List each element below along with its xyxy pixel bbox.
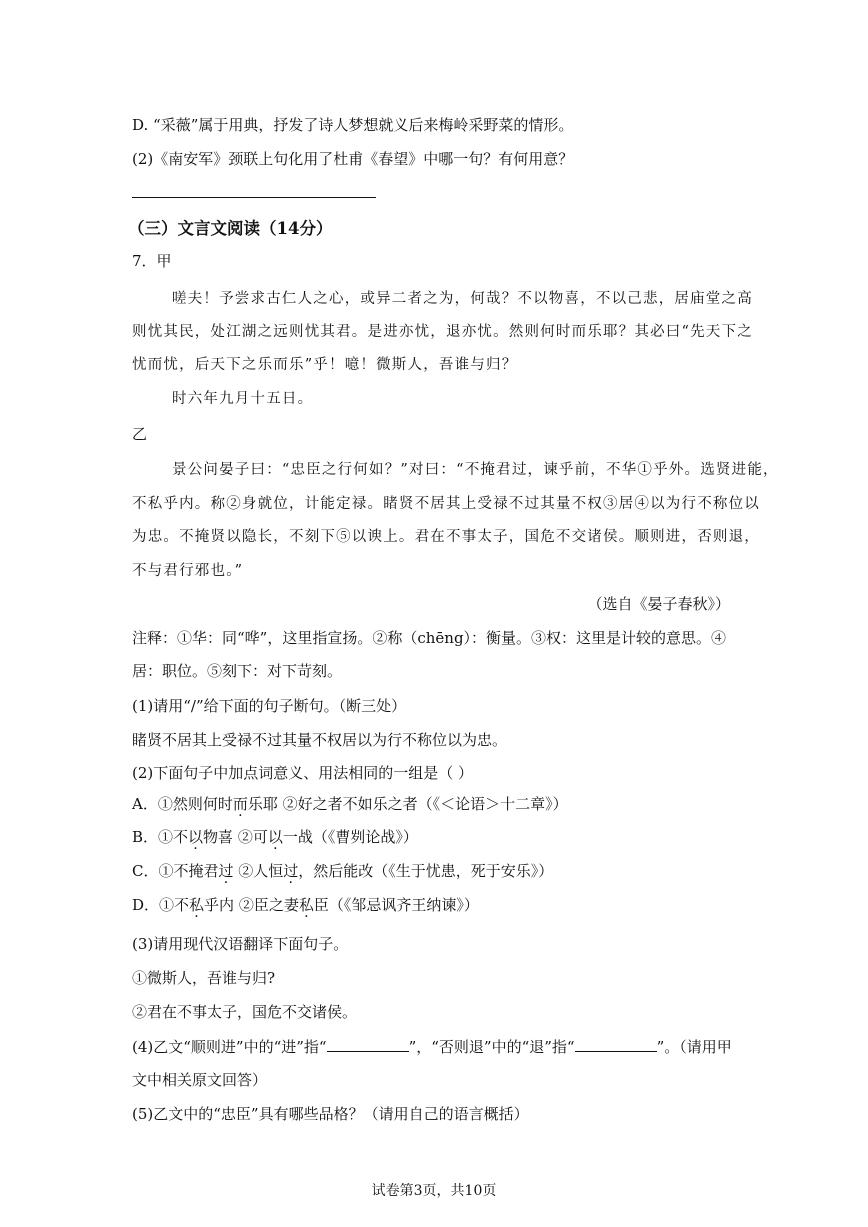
option-a-dotted-char: 而 — [232, 795, 248, 813]
option-d-dotted-char-1: 私 — [189, 896, 205, 914]
sub-4-text-2: ”，“否则退”中的“退”指“ — [408, 1038, 575, 1056]
sub-4-text-1: (4)乙文“顺则进”中的“进”指“ — [132, 1038, 327, 1056]
yi-label: 乙 — [132, 425, 148, 443]
option-c-text-2: ②人恒 — [233, 862, 284, 880]
yi-text-line-1: 景公问晏子曰：“忠臣之行何如？”对曰：“不掩君过，谏乎前，不华①乎外。选贤进能， — [172, 462, 779, 478]
sub-4-blank-2[interactable] — [575, 1037, 657, 1052]
q7-sub-3-item-1: ①微斯人，吾谁与归? — [132, 969, 276, 987]
page-footer: 试卷第3页，共10页 — [371, 1183, 497, 1199]
q7-sub-4-line-2: 文中相关原文回答） — [132, 1071, 268, 1089]
answer-line — [132, 197, 376, 198]
yi-text-line-2: 不私乎内。称②身就位，计能定禄。睹贤不居其上受禄不过其量不权③居④以为行不称位以 — [132, 496, 760, 512]
q7-sub-2-option-a — [132, 793, 568, 814]
q7-sub-4 — [132, 1036, 732, 1057]
yi-source: （选自《晏子春秋》） — [587, 595, 730, 613]
yi-text-line-3: 为忠。不掩贤以隐长，不刻下⑤以谀上。君在不事太子，国危不交诸侯。顺则进，否则退， — [132, 529, 760, 545]
jia-text-line-3: 忧而忧，后天下之乐而乐”乎！噫！微斯人，吾谁与归？ — [132, 357, 518, 373]
q7-label: 7．甲 — [132, 252, 172, 270]
option-b-dotted-char-1: 以 — [188, 828, 204, 846]
jia-text-line-2: 则忧其民，处江湖之远则忧其君。是进亦忧，退亦忧。然则何时而乐耶？其必曰“先天下之 — [132, 324, 753, 340]
option-c-dotted-char-1: 过 — [218, 862, 234, 880]
option-c-dotted-char-2: 过 — [283, 862, 299, 880]
option-b-text-3: 一战（《曹刿论战》） — [282, 828, 418, 846]
option-d-dotted-char-2: 私 — [298, 896, 314, 914]
option-d-text-1: D．①不 — [132, 896, 190, 914]
option-b-text-2: 物喜 ②可 — [203, 828, 268, 846]
option-a-text-1: A．①然则何时 — [132, 795, 233, 813]
notes-line-1: 注释：①华：同“哗”，这里指宣扬。②称（chēng）：衡量。③权：这里是计较的意思。④ — [132, 629, 727, 647]
sub-4-blank-1[interactable] — [327, 1037, 409, 1052]
option-c-text-3: ，然后能改（《生于忧患，死于安乐》） — [298, 862, 554, 880]
option-c-text-1: C．①不掩君 — [132, 862, 219, 880]
sub-4-text-3: ”。（请用甲 — [656, 1038, 732, 1056]
q6-option-d: D. “采薇”属于用典，抒发了诗人梦想就义后来梅岭采野菜的情形。 — [132, 116, 574, 134]
option-a-text-2: 乐耶 ②好之者不如乐之者（《＜论语＞十二章》） — [247, 795, 568, 813]
q7-sub-1: (1)请用“/”给下面的句子断句。（断三处） — [132, 697, 407, 715]
q7-sub-2-option-d — [132, 894, 479, 915]
option-b-dotted-char-2: 以 — [267, 828, 283, 846]
option-d-text-3: 臣（《邹忌讽齐王纳谏》） — [313, 896, 479, 914]
jia-date-line: 时六年九月十五日。 — [172, 391, 314, 407]
q7-sub-1-sentence: 睹贤不居其上受禄不过其量不权居以为行不称位以为忠。 — [132, 731, 508, 749]
option-d-text-2: 乎内 ②臣之妻 — [204, 896, 299, 914]
q7-sub-2-option-b — [132, 826, 418, 847]
q7-sub-2: (2)下面句子中加点词意义、用法相同的一组是（ ） — [132, 764, 474, 782]
option-b-text-1: B．①不 — [132, 828, 189, 846]
section-heading: （三）文言文阅读（14分） — [128, 219, 333, 238]
q7-sub-3-item-2: ②君在不事太子，国危不交诸侯。 — [132, 1003, 358, 1021]
q7-sub-5: (5)乙文中的“忠臣”具有哪些品格？（请用自己的语言概括） — [132, 1105, 529, 1123]
q7-sub-3: (3)请用现代汉语翻译下面句子。 — [132, 935, 349, 953]
q7-sub-2-option-c — [132, 860, 553, 881]
jia-text-line-1: 嗟夫！予尝求古仁人之心，或异二者之为，何哉？不以物喜，不以己悲，居庙堂之高 — [172, 291, 753, 307]
yi-text-line-4: 不与君行邪也。” — [132, 563, 244, 579]
notes-line-2: 居：职位。⑤刻下：对下苛刻。 — [132, 662, 343, 680]
q6-subquestion-2: (2)《南安军》颈联上句化用了杜甫《春望》中哪一句？有何用意？ — [132, 150, 574, 168]
